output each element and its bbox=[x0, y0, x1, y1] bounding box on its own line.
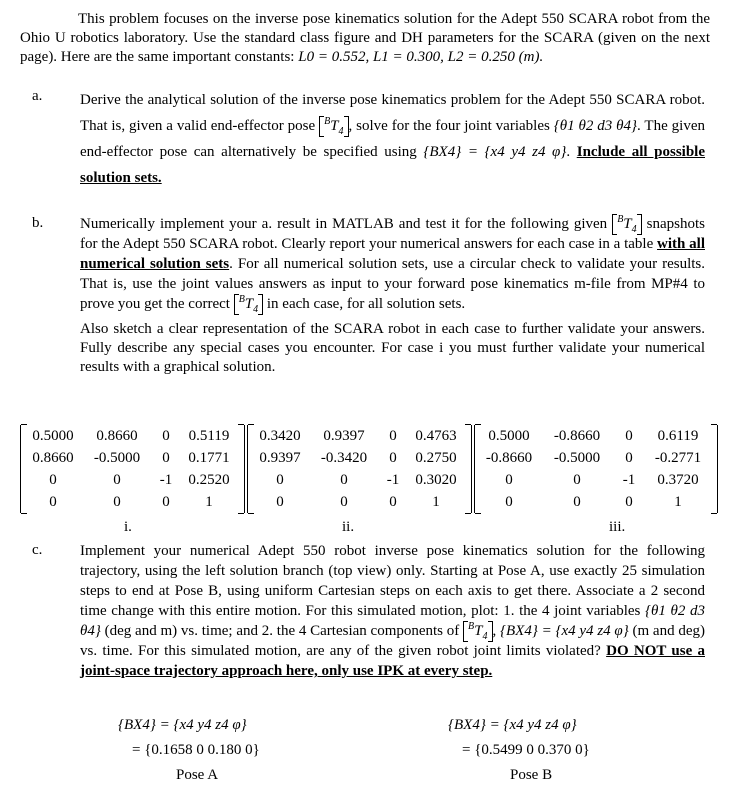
part-b-label: b. bbox=[32, 215, 44, 231]
part-a-label: a. bbox=[32, 88, 43, 104]
pose-matrix-symbol: $^BT_4$ bbox=[612, 216, 641, 232]
matrix-row bbox=[23, 469, 242, 491]
matrix-cell: -0.8660 bbox=[553, 428, 601, 444]
part-c-text bbox=[80, 541, 705, 681]
pose-matrix-symbol: $^BT_4$ bbox=[463, 623, 492, 639]
matrix-cell: 0 bbox=[505, 472, 513, 488]
matrix-row bbox=[250, 447, 469, 469]
matrix-cell: 0.3020 bbox=[415, 472, 457, 488]
matrix-cell: 0.3420 bbox=[259, 428, 301, 444]
matrix-cell: 0 bbox=[49, 494, 57, 510]
joint-variable-set: {θ1 θ2 d3 θ4} bbox=[553, 118, 638, 134]
pose-a bbox=[118, 716, 260, 785]
matrix-cell: 0.1771 bbox=[188, 450, 230, 466]
joint-variable-set: {θ1 θ2 d3 θ4} bbox=[80, 603, 705, 639]
part-c-label: c. bbox=[32, 542, 43, 558]
part-a-text-1: Derive the analytical solution of the inverse pose kinematics problem for the Adept 550 SCARA robot. That is, given a valid end-effector pose bbox=[80, 92, 705, 134]
matrix-cell: -0.5000 bbox=[553, 450, 601, 466]
matrix-iii bbox=[474, 425, 718, 513]
matrix-row bbox=[250, 491, 469, 513]
matrix-cell: -0.3420 bbox=[320, 450, 368, 466]
matrix-cell: -1 bbox=[622, 472, 636, 488]
matrix-cell: 0.9397 bbox=[323, 428, 365, 444]
matrix-cell: 0 bbox=[389, 428, 397, 444]
pose-matrix-symbol: $^BT_4$ bbox=[234, 296, 263, 312]
part-c-text-4: (m and deg) vs. time. For this simulated motion, are any of the given robot joint limits violated? bbox=[80, 623, 705, 659]
matrix-cell: 0.5000 bbox=[32, 428, 74, 444]
matrix-cell: 1 bbox=[432, 494, 440, 510]
matrix-cell: 0 bbox=[573, 472, 581, 488]
intro-text: This problem focuses on the inverse pose kinematics solution for the Adept 550 SCARA robot from the Ohio U robotics laboratory. Use the standard class figure and DH parameters for the SCARA (given on the next page). Here are the same important constants: bbox=[20, 11, 710, 65]
part-c-text-1: Implement your numerical Adept 550 robot inverse pose kinematics solution for the following trajectory, using the left solution branch (top view) only. Starting at Pose A, use exactly 25 simulation steps to end at Pose B, using uniform Cartesian steps on each axis to get there. Associate a 2 second time change with this entire motion. For this simulated motion, plot: 1. the 4 joint variables bbox=[80, 543, 705, 619]
part-c-emphasis: DO NOT use a joint-space trajectory approach here, only use IPK at every step. bbox=[80, 643, 705, 679]
matrix-cell: 1 bbox=[205, 494, 213, 510]
pose-b-label: Pose B bbox=[510, 767, 553, 783]
matrix-row bbox=[23, 425, 242, 447]
matrix-cell: 0.5119 bbox=[188, 428, 230, 444]
matrix-cell: 0 bbox=[340, 494, 348, 510]
pose-a-values: = {0.1658 0 0.180 0} bbox=[132, 742, 260, 758]
pose-vector-set: {BX4} = {x4 y4 z4 φ} bbox=[423, 144, 567, 160]
matrix-cell: 0 bbox=[573, 494, 581, 510]
pose-a-vector: {BX4} = {x4 y4 z4 φ} bbox=[118, 717, 247, 733]
matrix-i bbox=[20, 425, 245, 513]
constant-l2: L2 = 0.250 (m). bbox=[447, 49, 544, 65]
matrix-cell: 0 bbox=[276, 472, 284, 488]
part-b-emphasis: with all numerical solution sets bbox=[80, 236, 705, 272]
part-b-text-4: in each case, for all solution sets. bbox=[263, 296, 466, 312]
part-c-text-2: (deg and m) vs. time; and 2. the 4 Cartesian components of bbox=[100, 623, 464, 639]
pose-b-vector: {BX4} = {x4 y4 z4 φ} bbox=[448, 717, 577, 733]
matrix-cell: -0.5000 bbox=[93, 450, 141, 466]
matrix-cell: 0 bbox=[113, 494, 121, 510]
part-a-emphasis: Include all possible solution sets. bbox=[80, 144, 705, 186]
matrix-ii bbox=[247, 425, 472, 513]
matrix-cell: 0 bbox=[389, 494, 397, 510]
part-a-text-4: . bbox=[566, 144, 577, 160]
matrix-cell: 0.8660 bbox=[32, 450, 74, 466]
matrix-cell: 0 bbox=[505, 494, 513, 510]
pose-b-values: = {0.5499 0 0.370 0} bbox=[462, 742, 590, 758]
matrix-cell: 0 bbox=[162, 450, 170, 466]
matrix-cell: -0.8660 bbox=[485, 450, 533, 466]
part-b-text-3: . For all numerical solution sets, use a circular check to validate your results. That is, use the joint values answers as input to your forward pose kinematics m-file from MP#4 to prove you get the correct bbox=[80, 256, 705, 312]
matrix-i-label: i. bbox=[124, 519, 132, 535]
part-b-paragraph-2: Also sketch a clear representation of the SCARA robot in each case to further validate your answers. Fully describe any special cases you encounter. For case i you must further validate your numerical results with a graphical solution. bbox=[80, 321, 705, 375]
pose-b bbox=[448, 716, 590, 785]
pose-vector-set: {BX4} = {x4 y4 z4 φ} bbox=[500, 623, 629, 639]
matrix-row bbox=[23, 447, 242, 469]
matrix-row bbox=[477, 425, 715, 447]
matrix-cell: 0 bbox=[162, 428, 170, 444]
constant-l0: L0 = 0.552, bbox=[298, 49, 373, 65]
matrix-row bbox=[477, 469, 715, 491]
part-b-text bbox=[80, 214, 705, 377]
matrix-cell: -1 bbox=[386, 472, 400, 488]
matrix-ii-label: ii. bbox=[342, 519, 355, 535]
matrix-cell: 0 bbox=[340, 472, 348, 488]
matrix-cell: 0 bbox=[625, 494, 633, 510]
matrix-row bbox=[477, 447, 715, 469]
part-c-text-3: , bbox=[492, 623, 501, 639]
constant-l1: L1 = 0.300, bbox=[372, 49, 448, 65]
matrix-cell: 0 bbox=[625, 428, 633, 444]
matrix-cell: 0.2520 bbox=[188, 472, 230, 488]
intro-paragraph bbox=[20, 10, 710, 67]
matrix-cell: 0 bbox=[389, 450, 397, 466]
matrix-iii-label: iii. bbox=[609, 519, 626, 535]
matrix-cell: 0.5000 bbox=[488, 428, 530, 444]
pose-a-label: Pose A bbox=[176, 767, 219, 783]
matrix-row bbox=[477, 491, 715, 513]
part-b-text-2: snapshots for the Adept 550 SCARA robot. Clearly report your numerical answers for each case in a table bbox=[80, 216, 705, 252]
matrix-cell: 0.8660 bbox=[96, 428, 138, 444]
matrix-cell: 0.2750 bbox=[415, 450, 457, 466]
matrix-row bbox=[23, 491, 242, 513]
matrix-cell: 0 bbox=[625, 450, 633, 466]
matrix-cell: 0.9397 bbox=[259, 450, 301, 466]
matrix-cell: 0 bbox=[162, 494, 170, 510]
matrix-row bbox=[250, 425, 469, 447]
matrix-cell: 0 bbox=[49, 472, 57, 488]
matrix-cell: 0.4763 bbox=[415, 428, 457, 444]
matrix-cell: -1 bbox=[159, 472, 173, 488]
matrix-cell: -0.2771 bbox=[654, 450, 702, 466]
matrix-cell: 0 bbox=[113, 472, 121, 488]
matrix-row bbox=[250, 469, 469, 491]
matrix-cell: 0.3720 bbox=[657, 472, 699, 488]
pose-matrix-symbol: $^BT_4$ bbox=[319, 118, 348, 134]
part-a-text-3: . The given end-effector pose can alternatively be specified using bbox=[80, 118, 705, 160]
matrix-cell: 0.6119 bbox=[657, 428, 699, 444]
matrix-cell: 1 bbox=[674, 494, 682, 510]
part-a-text-2: , solve for the four joint variables bbox=[348, 118, 554, 134]
part-a-text bbox=[80, 87, 705, 191]
matrix-cell: 0 bbox=[276, 494, 284, 510]
part-b-text-1: Numerically implement your a. result in MATLAB and test it for the following given bbox=[80, 216, 613, 232]
